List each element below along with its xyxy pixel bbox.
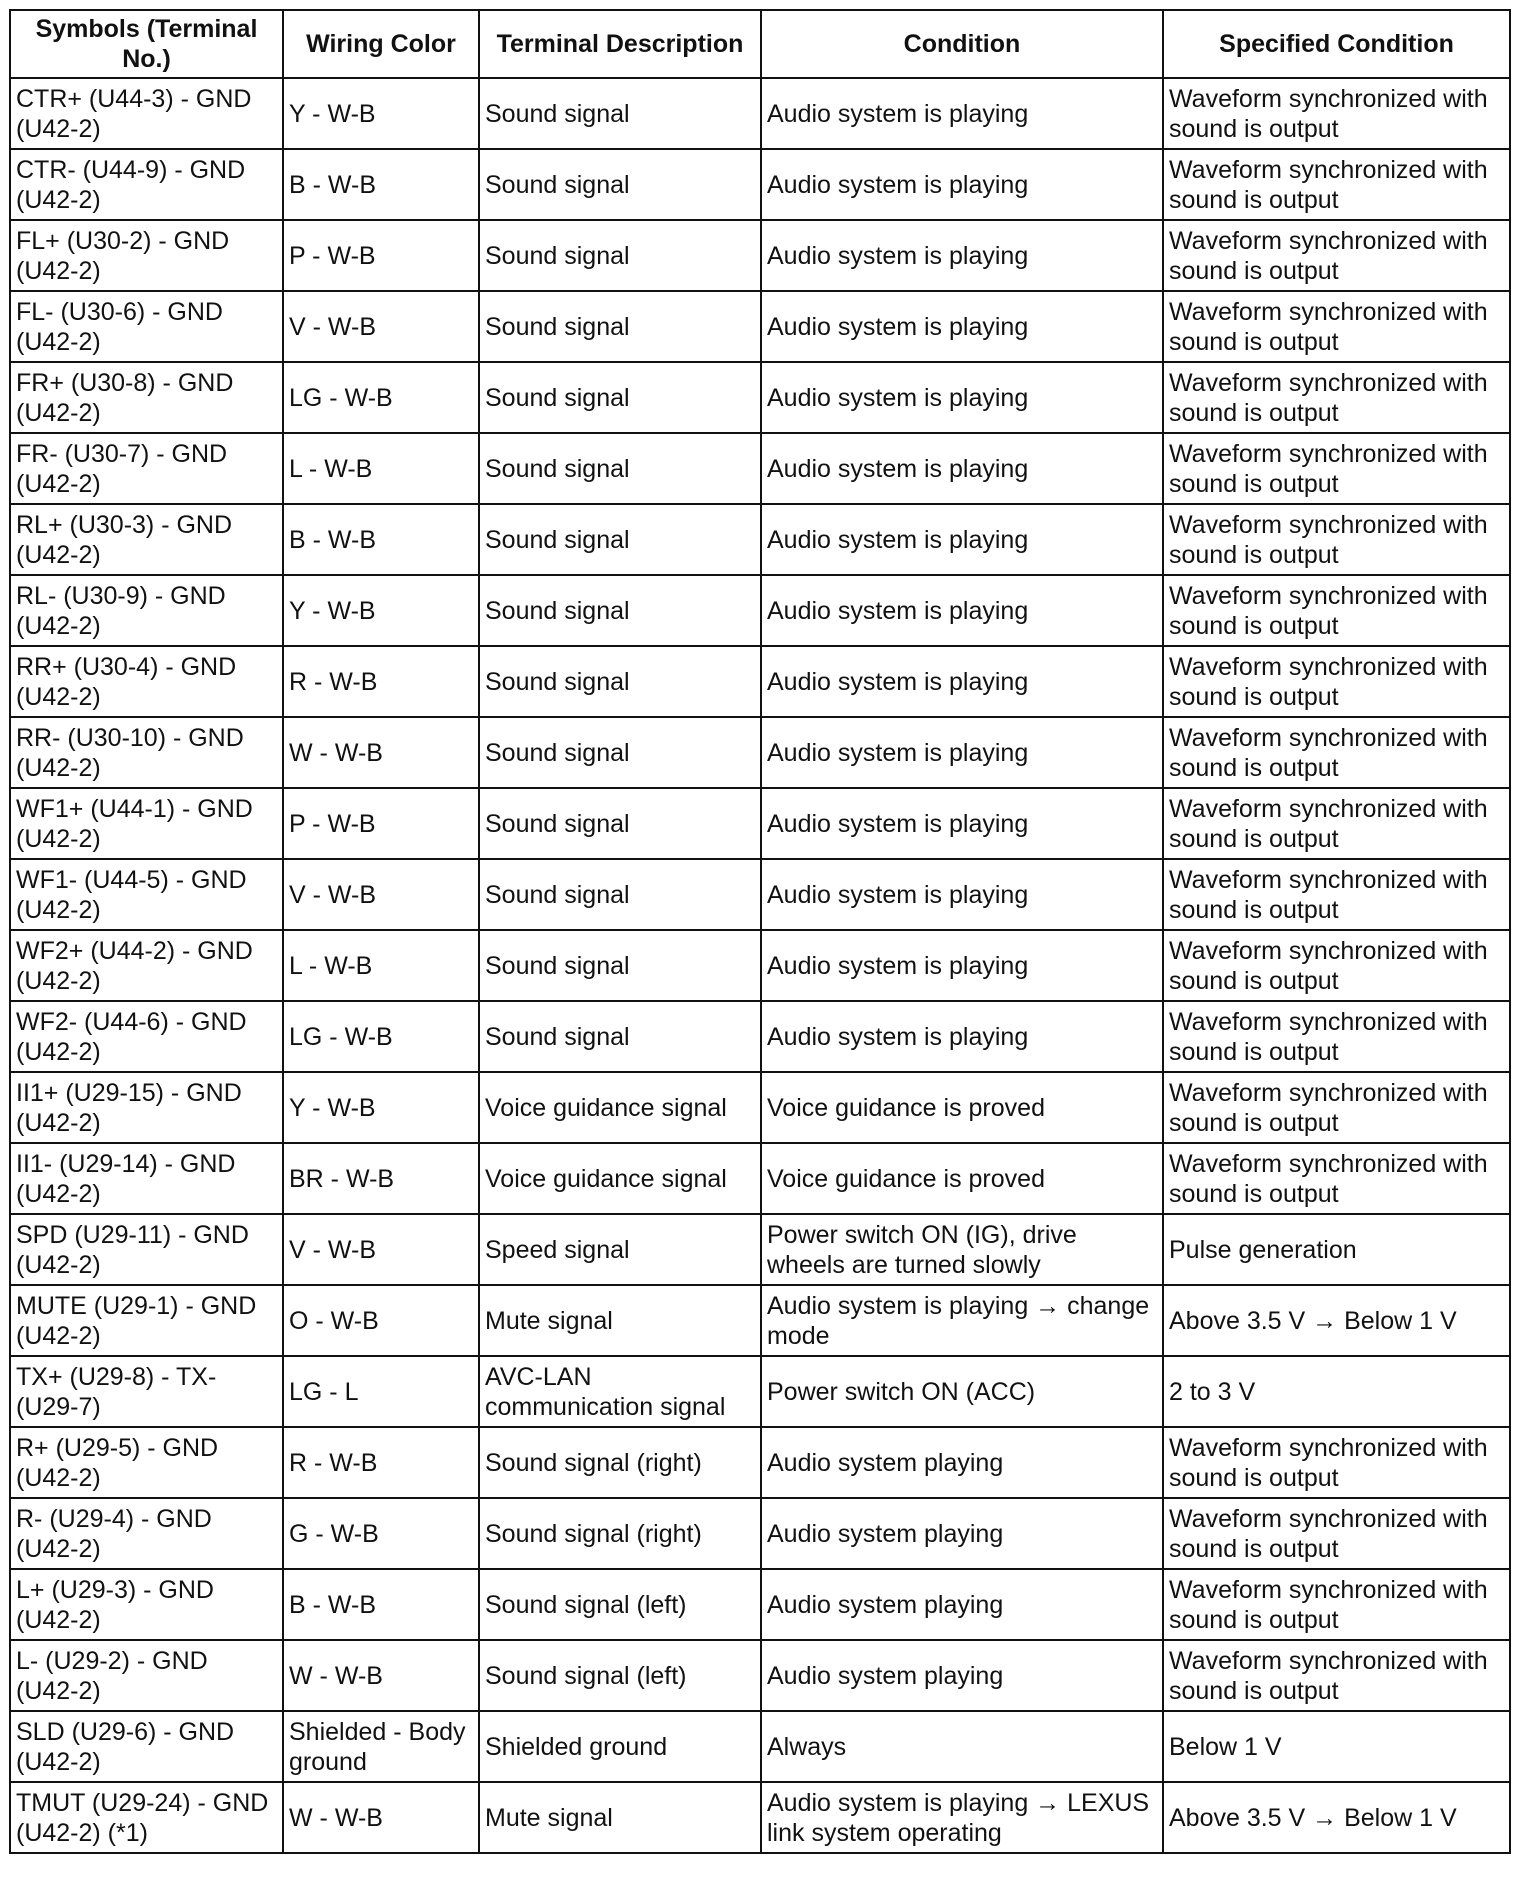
cell-symbols: SPD (U29-11) - GND (U42-2) — [10, 1214, 283, 1285]
cell-condition: Voice guidance is proved — [761, 1143, 1163, 1214]
cell-wiring-color: BR - W-B — [283, 1143, 479, 1214]
cell-terminal-description: Sound signal — [479, 930, 761, 1001]
table-row — [10, 1427, 1510, 1498]
cell-specified-condition: Waveform synchronized with sound is output — [1163, 1427, 1510, 1498]
table-row — [10, 859, 1510, 930]
cell-wiring-color: LG - W-B — [283, 1001, 479, 1072]
cell-terminal-description: Sound signal — [479, 646, 761, 717]
table-row — [10, 575, 1510, 646]
table-row — [10, 1782, 1510, 1853]
cell-wiring-color: V - W-B — [283, 1214, 479, 1285]
cell-symbols: II1- (U29-14) - GND (U42-2) — [10, 1143, 283, 1214]
cell-condition: Voice guidance is proved — [761, 1072, 1163, 1143]
table-row — [10, 1143, 1510, 1214]
cell-symbols: CTR+ (U44-3) - GND (U42-2) — [10, 78, 283, 149]
cell-wiring-color: G - W-B — [283, 1498, 479, 1569]
cell-condition: Audio system is playing — [761, 930, 1163, 1001]
cell-terminal-description: Sound signal — [479, 362, 761, 433]
cell-condition: Audio system is playing → LEXUS link system operating — [761, 1782, 1163, 1853]
cell-wiring-color: Y - W-B — [283, 575, 479, 646]
cell-symbols: SLD (U29-6) - GND (U42-2) — [10, 1711, 283, 1782]
cell-wiring-color: B - W-B — [283, 504, 479, 575]
cell-specified-condition: Waveform synchronized with sound is output — [1163, 859, 1510, 930]
cell-symbols: WF1+ (U44-1) - GND (U42-2) — [10, 788, 283, 859]
cell-terminal-description: Mute signal — [479, 1782, 761, 1853]
cell-wiring-color: P - W-B — [283, 220, 479, 291]
cell-symbols: R+ (U29-5) - GND (U42-2) — [10, 1427, 283, 1498]
cell-terminal-description: Sound signal — [479, 78, 761, 149]
cell-wiring-color: P - W-B — [283, 788, 479, 859]
cell-terminal-description: Sound signal — [479, 859, 761, 930]
cell-wiring-color: V - W-B — [283, 291, 479, 362]
cell-condition: Audio system playing — [761, 1427, 1163, 1498]
cell-specified-condition: Below 1 V — [1163, 1711, 1510, 1782]
cell-condition: Audio system playing — [761, 1498, 1163, 1569]
cell-wiring-color: W - W-B — [283, 717, 479, 788]
cell-wiring-color: Y - W-B — [283, 78, 479, 149]
cell-symbols: RR- (U30-10) - GND (U42-2) — [10, 717, 283, 788]
header-row — [10, 10, 1510, 78]
table-row — [10, 1711, 1510, 1782]
cell-terminal-description: Sound signal — [479, 1001, 761, 1072]
table-row — [10, 291, 1510, 362]
cell-terminal-description: Sound signal — [479, 149, 761, 220]
cell-specified-condition: Above 3.5 V → Below 1 V — [1163, 1782, 1510, 1853]
cell-wiring-color: R - W-B — [283, 646, 479, 717]
header-wiring-color: Wiring Color — [283, 10, 479, 78]
cell-condition: Audio system is playing — [761, 149, 1163, 220]
cell-terminal-description: Sound signal (right) — [479, 1498, 761, 1569]
cell-terminal-description: Sound signal — [479, 220, 761, 291]
cell-specified-condition: Waveform synchronized with sound is output — [1163, 149, 1510, 220]
cell-specified-condition: Waveform synchronized with sound is output — [1163, 1143, 1510, 1214]
cell-terminal-description: Sound signal (right) — [479, 1427, 761, 1498]
cell-specified-condition: Waveform synchronized with sound is output — [1163, 1072, 1510, 1143]
table-row — [10, 1285, 1510, 1356]
cell-terminal-description: Sound signal — [479, 717, 761, 788]
cell-condition: Audio system is playing — [761, 717, 1163, 788]
cell-condition: Audio system playing — [761, 1569, 1163, 1640]
cell-terminal-description: Speed signal — [479, 1214, 761, 1285]
cell-terminal-description: Sound signal — [479, 504, 761, 575]
cell-symbols: WF2+ (U44-2) - GND (U42-2) — [10, 930, 283, 1001]
table-row — [10, 78, 1510, 149]
cell-symbols: TMUT (U29-24) - GND (U42-2) (*1) — [10, 1782, 283, 1853]
cell-symbols: TX+ (U29-8) - TX- (U29-7) — [10, 1356, 283, 1427]
table-row — [10, 1569, 1510, 1640]
cell-condition: Audio system is playing — [761, 504, 1163, 575]
cell-condition: Power switch ON (ACC) — [761, 1356, 1163, 1427]
cell-condition: Audio system playing — [761, 1640, 1163, 1711]
cell-condition: Audio system is playing — [761, 575, 1163, 646]
cell-symbols: FL- (U30-6) - GND (U42-2) — [10, 291, 283, 362]
cell-specified-condition: Waveform synchronized with sound is output — [1163, 1640, 1510, 1711]
cell-symbols: L- (U29-2) - GND (U42-2) — [10, 1640, 283, 1711]
cell-terminal-description: Sound signal — [479, 291, 761, 362]
terminal-spec-table — [9, 9, 1511, 1854]
cell-wiring-color: O - W-B — [283, 1285, 479, 1356]
table-row — [10, 1072, 1510, 1143]
cell-symbols: FR- (U30-7) - GND (U42-2) — [10, 433, 283, 504]
table-header — [10, 10, 1510, 78]
cell-wiring-color: L - W-B — [283, 433, 479, 504]
cell-terminal-description: Shielded ground — [479, 1711, 761, 1782]
table-row — [10, 1356, 1510, 1427]
cell-condition: Always — [761, 1711, 1163, 1782]
cell-specified-condition: Waveform synchronized with sound is output — [1163, 575, 1510, 646]
cell-symbols: R- (U29-4) - GND (U42-2) — [10, 1498, 283, 1569]
cell-condition: Audio system is playing — [761, 362, 1163, 433]
table-row — [10, 930, 1510, 1001]
cell-symbols: WF2- (U44-6) - GND (U42-2) — [10, 1001, 283, 1072]
cell-wiring-color: V - W-B — [283, 859, 479, 930]
cell-specified-condition: Waveform synchronized with sound is output — [1163, 504, 1510, 575]
cell-specified-condition: Waveform synchronized with sound is output — [1163, 646, 1510, 717]
cell-specified-condition: Waveform synchronized with sound is output — [1163, 78, 1510, 149]
cell-condition: Audio system is playing — [761, 220, 1163, 291]
cell-terminal-description: Sound signal (left) — [479, 1569, 761, 1640]
cell-symbols: L+ (U29-3) - GND (U42-2) — [10, 1569, 283, 1640]
cell-specified-condition: Waveform synchronized with sound is output — [1163, 930, 1510, 1001]
cell-specified-condition: Waveform synchronized with sound is output — [1163, 1569, 1510, 1640]
cell-wiring-color: W - W-B — [283, 1640, 479, 1711]
table-row — [10, 717, 1510, 788]
cell-specified-condition: Waveform synchronized with sound is output — [1163, 433, 1510, 504]
table-row — [10, 1498, 1510, 1569]
cell-symbols: RL- (U30-9) - GND (U42-2) — [10, 575, 283, 646]
cell-terminal-description: Mute signal — [479, 1285, 761, 1356]
cell-terminal-description: Sound signal — [479, 575, 761, 646]
cell-symbols: MUTE (U29-1) - GND (U42-2) — [10, 1285, 283, 1356]
cell-wiring-color: LG - W-B — [283, 362, 479, 433]
cell-wiring-color: R - W-B — [283, 1427, 479, 1498]
cell-specified-condition: Waveform synchronized with sound is output — [1163, 788, 1510, 859]
cell-condition: Audio system is playing — [761, 78, 1163, 149]
cell-specified-condition: Waveform synchronized with sound is output — [1163, 362, 1510, 433]
cell-wiring-color: Y - W-B — [283, 1072, 479, 1143]
cell-specified-condition: Waveform synchronized with sound is output — [1163, 291, 1510, 362]
cell-terminal-description: AVC-LAN communication signal — [479, 1356, 761, 1427]
cell-condition: Audio system is playing — [761, 433, 1163, 504]
cell-condition: Audio system is playing — [761, 291, 1163, 362]
cell-condition: Power switch ON (IG), drive wheels are turned slowly — [761, 1214, 1163, 1285]
cell-condition: Audio system is playing — [761, 1001, 1163, 1072]
cell-specified-condition: Pulse generation — [1163, 1214, 1510, 1285]
cell-symbols: WF1- (U44-5) - GND (U42-2) — [10, 859, 283, 930]
cell-terminal-description: Sound signal — [479, 788, 761, 859]
cell-wiring-color: Shielded - Body ground — [283, 1711, 479, 1782]
table-row — [10, 1214, 1510, 1285]
header-specified-condition: Specified Condition — [1163, 10, 1510, 78]
table-row — [10, 149, 1510, 220]
cell-specified-condition: Waveform synchronized with sound is output — [1163, 220, 1510, 291]
table-row — [10, 646, 1510, 717]
cell-specified-condition: Waveform synchronized with sound is output — [1163, 1498, 1510, 1569]
table-body — [10, 78, 1510, 1853]
cell-condition: Audio system is playing — [761, 859, 1163, 930]
cell-specified-condition: Waveform synchronized with sound is output — [1163, 717, 1510, 788]
cell-wiring-color: W - W-B — [283, 1782, 479, 1853]
cell-wiring-color: L - W-B — [283, 930, 479, 1001]
cell-symbols: FR+ (U30-8) - GND (U42-2) — [10, 362, 283, 433]
cell-specified-condition: 2 to 3 V — [1163, 1356, 1510, 1427]
cell-specified-condition: Above 3.5 V → Below 1 V — [1163, 1285, 1510, 1356]
header-symbols: Symbols (Terminal No.) — [10, 10, 283, 78]
table-row — [10, 1640, 1510, 1711]
cell-terminal-description: Voice guidance signal — [479, 1072, 761, 1143]
table-row — [10, 504, 1510, 575]
cell-wiring-color: B - W-B — [283, 1569, 479, 1640]
cell-condition: Audio system is playing — [761, 788, 1163, 859]
table-row — [10, 1001, 1510, 1072]
cell-symbols: FL+ (U30-2) - GND (U42-2) — [10, 220, 283, 291]
cell-wiring-color: LG - L — [283, 1356, 479, 1427]
cell-symbols: RR+ (U30-4) - GND (U42-2) — [10, 646, 283, 717]
header-condition: Condition — [761, 10, 1163, 78]
cell-terminal-description: Sound signal (left) — [479, 1640, 761, 1711]
cell-condition: Audio system is playing — [761, 646, 1163, 717]
table-row — [10, 433, 1510, 504]
cell-symbols: RL+ (U30-3) - GND (U42-2) — [10, 504, 283, 575]
cell-terminal-description: Voice guidance signal — [479, 1143, 761, 1214]
cell-specified-condition: Waveform synchronized with sound is output — [1163, 1001, 1510, 1072]
cell-condition: Audio system is playing → change mode — [761, 1285, 1163, 1356]
header-terminal-description: Terminal Description — [479, 10, 761, 78]
cell-symbols: II1+ (U29-15) - GND (U42-2) — [10, 1072, 283, 1143]
cell-wiring-color: B - W-B — [283, 149, 479, 220]
table-row — [10, 788, 1510, 859]
cell-symbols: CTR- (U44-9) - GND (U42-2) — [10, 149, 283, 220]
table-row — [10, 362, 1510, 433]
table-row — [10, 220, 1510, 291]
cell-terminal-description: Sound signal — [479, 433, 761, 504]
